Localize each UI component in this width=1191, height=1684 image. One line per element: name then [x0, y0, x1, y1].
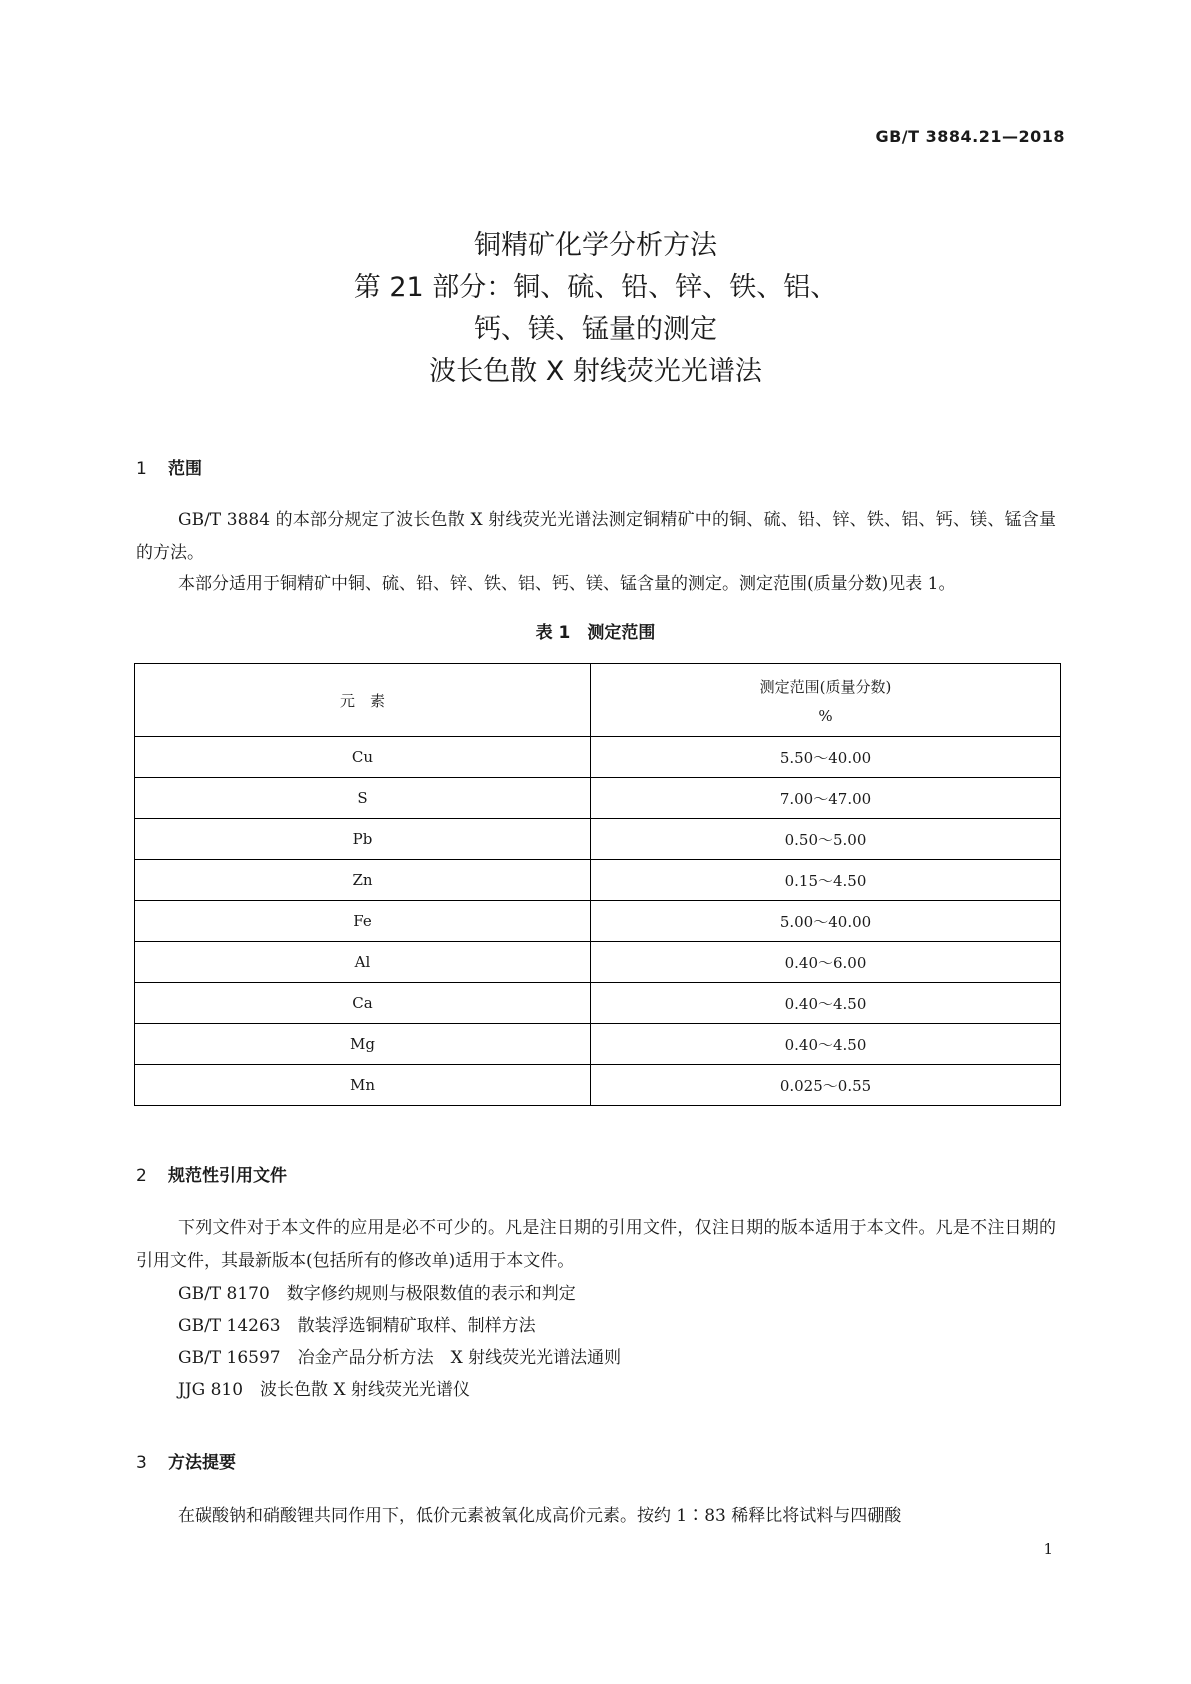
document-title	[0, 225, 1191, 393]
range-cell: 0.025～0.55	[591, 1065, 1061, 1106]
column-header-range	[591, 664, 1061, 737]
range-cell: 7.00～47.00	[591, 778, 1061, 819]
table-row	[135, 819, 1061, 860]
section-2-heading	[136, 1161, 287, 1186]
element-cell: S	[135, 778, 591, 819]
page-number: 1	[1043, 1540, 1053, 1558]
element-cell: Mg	[135, 1024, 591, 1065]
section-2-paragraph-1: 下列文件对于本文件的应用是必不可少的。凡是注日期的引用文件，仅注日期的版本适用于本文件。凡是不注日期的引用文件，其最新版本(包括所有的修改单)适用于本文件。	[136, 1218, 1056, 1271]
title-line-4: 波长色散 X 射线荧光光谱法	[429, 356, 762, 387]
table-row	[135, 901, 1061, 942]
title-line-2: 第 21 部分：铜、硫、铅、锌、铁、铝、	[353, 272, 838, 303]
range-cell: 0.40～4.50	[591, 1024, 1061, 1065]
section-2-number: 2	[136, 1166, 147, 1186]
table-row	[135, 1065, 1061, 1106]
section-1-title: 范围	[168, 459, 202, 479]
table-row	[135, 942, 1061, 983]
range-cell: 0.40～6.00	[591, 942, 1061, 983]
section-1-heading	[136, 454, 202, 479]
table-row	[135, 983, 1061, 1024]
section-2-title: 规范性引用文件	[168, 1166, 287, 1186]
table-row	[135, 737, 1061, 778]
normative-reference: JJG 810 波长色散 X 射线荧光光谱仪	[178, 1380, 470, 1400]
section-3-paragraph-1: 在碳酸钠和硝酸锂共同作用下，低价元素被氧化成高价元素。按约 1∶83 稀释比将试料与四硼酸	[178, 1506, 902, 1526]
section-3-title: 方法提要	[168, 1453, 236, 1473]
title-line-3: 钙、镁、锰量的测定	[474, 314, 717, 345]
element-cell: Mn	[135, 1065, 591, 1106]
table-header-row	[135, 664, 1061, 737]
normative-reference: GB/T 16597 冶金产品分析方法 X 射线荧光光谱法通则	[178, 1348, 622, 1368]
element-cell: Al	[135, 942, 591, 983]
element-cell: Pb	[135, 819, 591, 860]
section-3-heading	[136, 1448, 236, 1473]
table-1-measurement-range	[134, 663, 1061, 1106]
range-header-unit: %	[818, 706, 833, 725]
table-row	[135, 778, 1061, 819]
normative-reference: GB/T 8170 数字修约规则与极限数值的表示和判定	[178, 1284, 576, 1304]
table-1-caption: 表 1 测定范围	[535, 623, 656, 643]
section-1-number: 1	[136, 459, 147, 479]
element-cell: Cu	[135, 737, 591, 778]
element-cell: Zn	[135, 860, 591, 901]
normative-reference: GB/T 14263 散装浮选铜精矿取样、制样方法	[178, 1316, 536, 1336]
section-1-paragraph-2: 本部分适用于铜精矿中铜、硫、铅、锌、铁、铝、钙、镁、锰含量的测定。测定范围(质量分数)见表 1。	[178, 574, 956, 594]
range-cell: 5.50～40.00	[591, 737, 1061, 778]
table-row	[135, 860, 1061, 901]
table-row	[135, 1024, 1061, 1065]
section-3-number: 3	[136, 1453, 147, 1473]
range-header-label: 测定范围(质量分数)	[759, 677, 892, 696]
range-cell: 0.15～4.50	[591, 860, 1061, 901]
title-line-1: 铜精矿化学分析方法	[474, 230, 717, 261]
section-1-paragraph-1: GB/T 3884 的本部分规定了波长色散 X 射线荧光光谱法测定铜精矿中的铜、硫、铅、锌、铁、铝、钙、镁、锰含量的方法。	[136, 510, 1056, 563]
column-header-element: 元 素	[135, 664, 591, 737]
element-cell: Fe	[135, 901, 591, 942]
range-cell: 5.00～40.00	[591, 901, 1061, 942]
element-cell: Ca	[135, 983, 591, 1024]
standard-code: GB/T 3884.21—2018	[875, 127, 1065, 146]
range-cell: 0.40～4.50	[591, 983, 1061, 1024]
range-cell: 0.50～5.00	[591, 819, 1061, 860]
